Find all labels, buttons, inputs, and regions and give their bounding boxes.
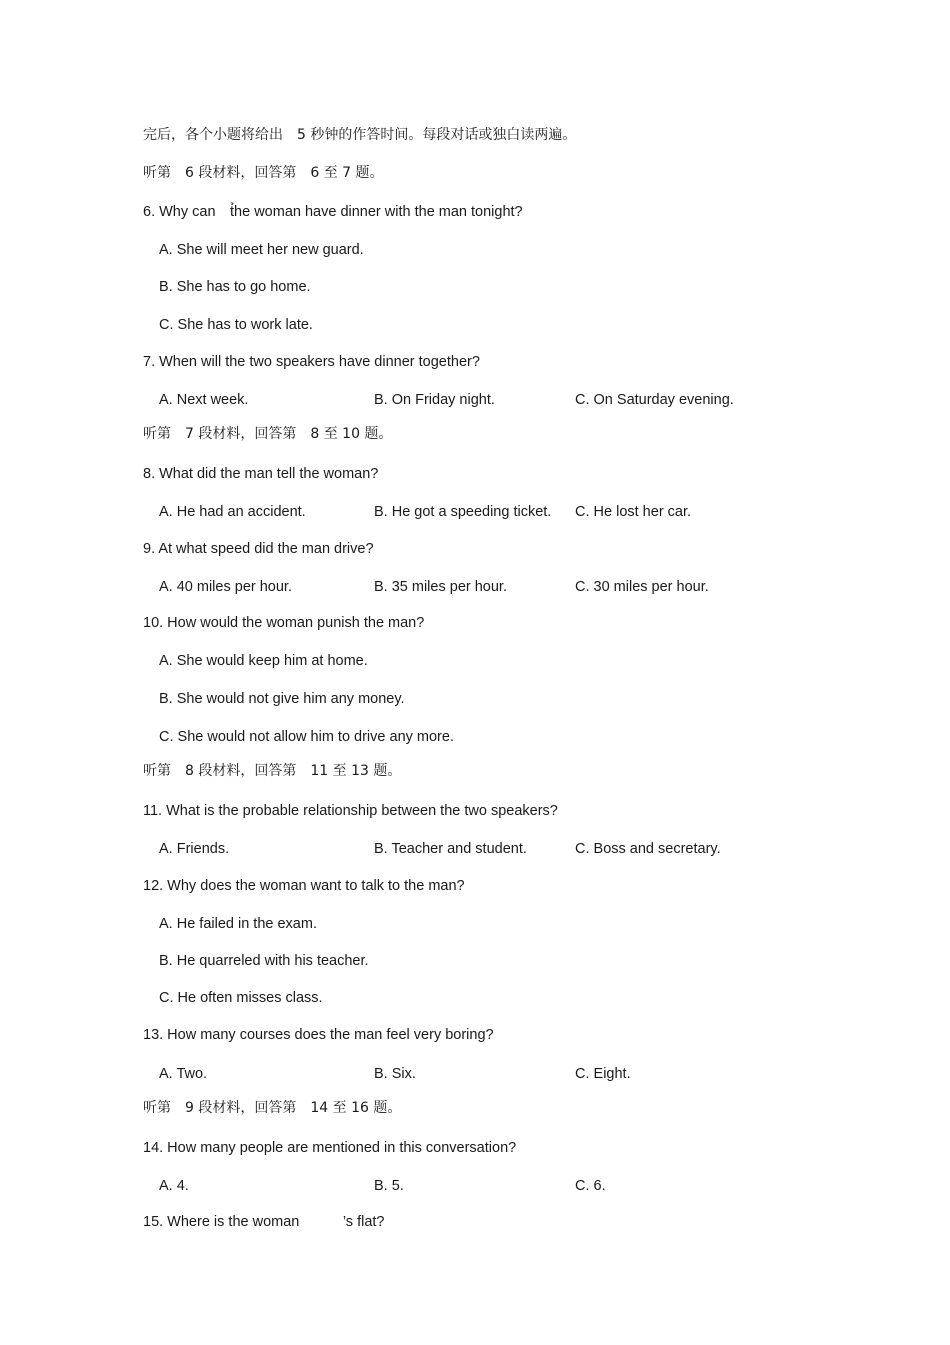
option-7c: C. On Saturday evening.: [575, 392, 734, 408]
option-9c: C. 30 miles per hour.: [575, 579, 709, 595]
question-12: 12. Why does the woman want to talk to the man?: [143, 878, 465, 894]
option-12a: A. He failed in the exam.: [159, 916, 317, 932]
option-11a: A. Friends.: [159, 841, 230, 857]
option-11b: B. Teacher and student.: [374, 841, 527, 857]
question-15: 15. Where is the woman ’s flat?: [143, 1214, 385, 1230]
option-6a: A. She will meet her new guard.: [159, 242, 364, 258]
option-14b: B. 5.: [374, 1178, 404, 1194]
question-9: 9. At what speed did the man drive?: [143, 541, 374, 557]
option-9a: A. 40 miles per hour.: [159, 579, 292, 595]
question-6: 6. Why can t̉he woman have dinner with the man tonight?: [143, 204, 523, 220]
question-14: 14. How many people are mentioned in this conversation?: [143, 1140, 517, 1156]
option-10a: A. She would keep him at home.: [159, 653, 368, 669]
option-13c: C. Eight.: [575, 1066, 631, 1082]
question-7: 7. When will the two speakers have dinner together?: [143, 354, 480, 370]
section-9-heading: 听第 9 段材料，回答第 14 至 16 题。: [143, 1100, 402, 1116]
question-13: 13. How many courses does the man feel very boring?: [143, 1027, 494, 1043]
question-11: 11. What is the probable relationship between the two speakers?: [143, 803, 558, 819]
option-12b: B. He quarreled with his teacher.: [159, 953, 369, 969]
option-14a: A. 4.: [159, 1178, 189, 1194]
section-7-heading: 听第 7 段材料，回答第 8 至 10 题。: [143, 426, 393, 442]
option-6c: C. She has to work late.: [159, 317, 313, 333]
option-13a: A. Two.: [159, 1066, 208, 1082]
option-7a: A. Next week.: [159, 392, 249, 408]
section-6-heading: 听第 6 段材料，回答第 6 至 7 题。: [143, 165, 384, 181]
instruction-text: 完后，各个小题将给出 5 秒钟的作答时间。每段对话或独白读两遍。: [143, 127, 577, 143]
option-10b: B. She would not give him any money.: [159, 691, 405, 707]
question-10: 10. How would the woman punish the man?: [143, 615, 425, 631]
option-9b: B. 35 miles per hour.: [374, 579, 507, 595]
section-8-heading: 听第 8 段材料，回答第 11 至 13 题。: [143, 763, 402, 779]
option-12c: C. He often misses class.: [159, 990, 323, 1006]
option-6b: B. She has to go home.: [159, 279, 311, 295]
option-7b: B. On Friday night.: [374, 392, 495, 408]
option-8b: B. He got a speeding ticket.: [374, 504, 552, 520]
option-10c: C. She would not allow him to drive any more.: [159, 729, 454, 745]
option-13b: B. Six.: [374, 1066, 416, 1082]
option-8c: C. He lost her car.: [575, 504, 692, 520]
option-11c: C. Boss and secretary.: [575, 841, 721, 857]
option-14c: C. 6.: [575, 1178, 606, 1194]
question-8: 8. What did the man tell the woman?: [143, 466, 379, 482]
option-8a: A. He had an accident.: [159, 504, 306, 520]
